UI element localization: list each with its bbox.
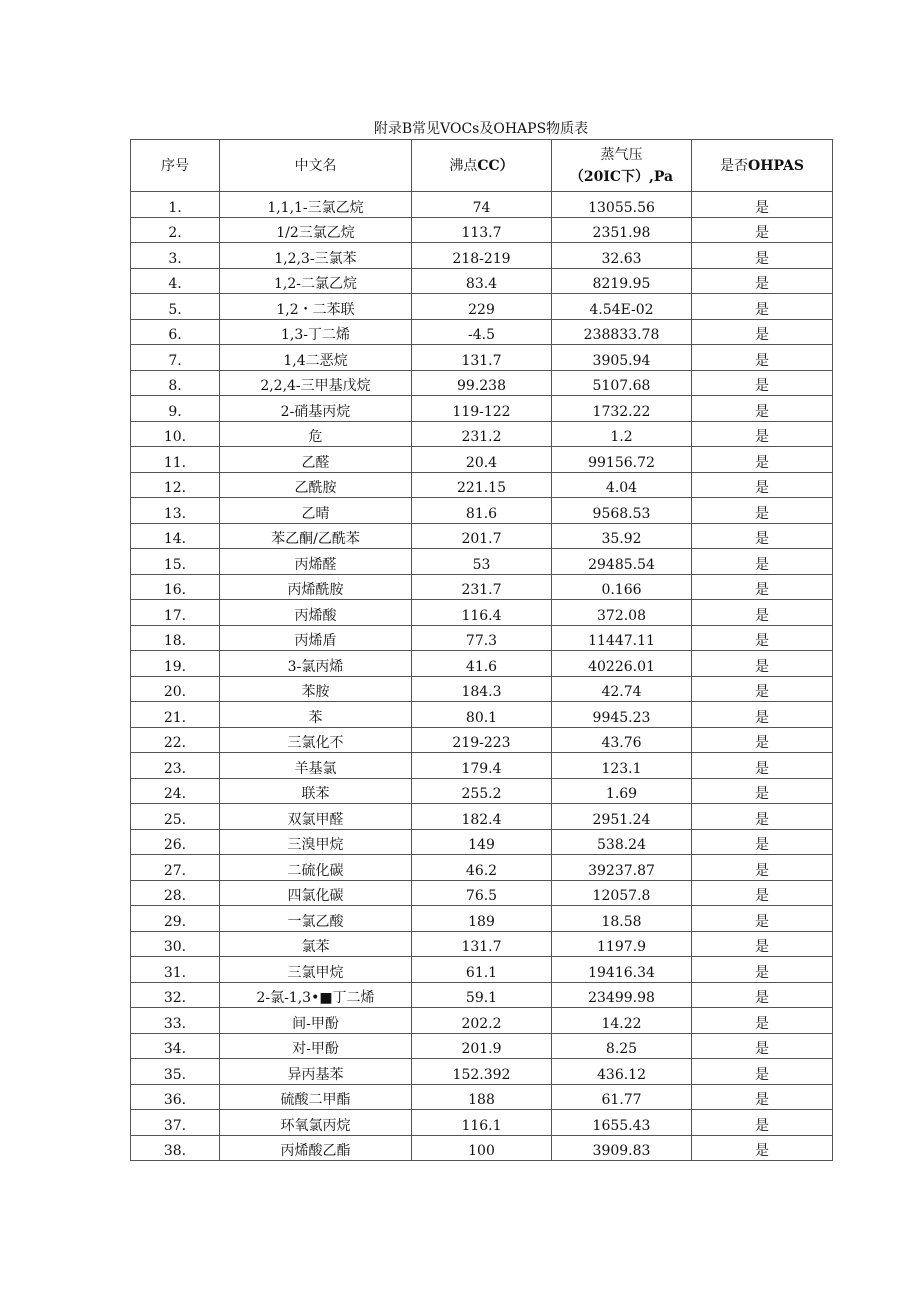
cell-boiling-point: 119-122 <box>412 396 552 422</box>
cell-name: 异丙基苯 <box>220 1059 412 1085</box>
cell-name: 乙醛 <box>220 447 412 473</box>
cell-vapor-pressure: 43.76 <box>552 727 692 753</box>
table-row <box>131 727 833 753</box>
cell-ohaps: 是 <box>692 957 833 983</box>
cell-ohaps: 是 <box>692 1110 833 1136</box>
table-row <box>131 319 833 345</box>
table-row <box>131 472 833 498</box>
table-row <box>131 753 833 779</box>
cell-index: 1. <box>131 192 220 218</box>
cell-name: 三氯化不 <box>220 727 412 753</box>
cell-ohaps: 是 <box>692 778 833 804</box>
cell-ohaps: 是 <box>692 600 833 626</box>
cell-index: 29. <box>131 906 220 932</box>
cell-boiling-point: 53 <box>412 549 552 575</box>
cell-ohaps: 是 <box>692 880 833 906</box>
cell-vapor-pressure: 19416.34 <box>552 957 692 983</box>
cell-index: 25. <box>131 804 220 830</box>
cell-boiling-point: 41.6 <box>412 651 552 677</box>
cell-ohaps: 是 <box>692 243 833 269</box>
cell-name: 乙晴 <box>220 498 412 524</box>
header-ohaps-bold: OHPAS <box>748 157 804 174</box>
cell-index: 34. <box>131 1033 220 1059</box>
cell-ohaps: 是 <box>692 472 833 498</box>
table-row <box>131 294 833 320</box>
cell-name: 1,2・二苯联 <box>220 294 412 320</box>
cell-boiling-point: 255.2 <box>412 778 552 804</box>
cell-name: 2-硝基丙烷 <box>220 396 412 422</box>
cell-name: 1,3-丁二烯 <box>220 319 412 345</box>
header-boiling-point-text: 沸点 <box>449 157 478 174</box>
cell-ohaps: 是 <box>692 268 833 294</box>
vocs-table <box>130 139 833 1161</box>
cell-boiling-point: 131.7 <box>412 931 552 957</box>
table-row <box>131 268 833 294</box>
cell-name: 环氧氯丙烷 <box>220 1110 412 1136</box>
table-row <box>131 778 833 804</box>
table-row <box>131 651 833 677</box>
cell-name: 1,4二恶烷 <box>220 345 412 371</box>
cell-ohaps: 是 <box>692 906 833 932</box>
table-row <box>131 600 833 626</box>
cell-index: 4. <box>131 268 220 294</box>
table-row <box>131 702 833 728</box>
cell-name: 双氯甲醛 <box>220 804 412 830</box>
cell-boiling-point: 189 <box>412 906 552 932</box>
cell-ohaps: 是 <box>692 1008 833 1034</box>
cell-index: 27. <box>131 855 220 881</box>
table-row <box>131 217 833 243</box>
table-row <box>131 855 833 881</box>
header-vapor-pressure-line2: （20IC下）,Pa <box>569 168 674 185</box>
cell-ohaps: 是 <box>692 651 833 677</box>
cell-ohaps: 是 <box>692 370 833 396</box>
cell-vapor-pressure: 372.08 <box>552 600 692 626</box>
cell-index: 37. <box>131 1110 220 1136</box>
cell-boiling-point: 231.7 <box>412 574 552 600</box>
cell-index: 11. <box>131 447 220 473</box>
cell-boiling-point: 74 <box>412 192 552 218</box>
cell-ohaps: 是 <box>692 192 833 218</box>
cell-ohaps: 是 <box>692 1033 833 1059</box>
cell-boiling-point: 61.1 <box>412 957 552 983</box>
cell-ohaps: 是 <box>692 829 833 855</box>
cell-boiling-point: 113.7 <box>412 217 552 243</box>
cell-boiling-point: 116.1 <box>412 1110 552 1136</box>
cell-vapor-pressure: 1732.22 <box>552 396 692 422</box>
cell-index: 35. <box>131 1059 220 1085</box>
table-row <box>131 243 833 269</box>
cell-ohaps: 是 <box>692 1135 833 1161</box>
cell-boiling-point: 76.5 <box>412 880 552 906</box>
cell-index: 21. <box>131 702 220 728</box>
cell-name: 一氯乙酸 <box>220 906 412 932</box>
cell-boiling-point: 179.4 <box>412 753 552 779</box>
cell-index: 36. <box>131 1084 220 1110</box>
cell-vapor-pressure: 0.166 <box>552 574 692 600</box>
cell-boiling-point: 188 <box>412 1084 552 1110</box>
cell-index: 16. <box>131 574 220 600</box>
table-row <box>131 1110 833 1136</box>
table-row <box>131 1135 833 1161</box>
cell-index: 13. <box>131 498 220 524</box>
header-ohaps <box>692 140 833 192</box>
cell-index: 38. <box>131 1135 220 1161</box>
cell-name: 乙酰胺 <box>220 472 412 498</box>
cell-ohaps: 是 <box>692 982 833 1008</box>
cell-ohaps: 是 <box>692 498 833 524</box>
cell-boiling-point: 46.2 <box>412 855 552 881</box>
cell-boiling-point: 149 <box>412 829 552 855</box>
table-row <box>131 370 833 396</box>
cell-boiling-point: 116.4 <box>412 600 552 626</box>
table-row <box>131 1033 833 1059</box>
cell-vapor-pressure: 123.1 <box>552 753 692 779</box>
cell-index: 20. <box>131 676 220 702</box>
table-row <box>131 345 833 371</box>
cell-vapor-pressure: 32.63 <box>552 243 692 269</box>
cell-name: 2,2,4-三甲基戊烷 <box>220 370 412 396</box>
table-row <box>131 574 833 600</box>
table-row <box>131 931 833 957</box>
cell-index: 6. <box>131 319 220 345</box>
table-row <box>131 421 833 447</box>
cell-vapor-pressure: 12057.8 <box>552 880 692 906</box>
cell-ohaps: 是 <box>692 727 833 753</box>
cell-index: 24. <box>131 778 220 804</box>
table-row <box>131 549 833 575</box>
cell-boiling-point: 131.7 <box>412 345 552 371</box>
cell-name: 1,2-二氯乙烷 <box>220 268 412 294</box>
cell-ohaps: 是 <box>692 625 833 651</box>
cell-boiling-point: 202.2 <box>412 1008 552 1034</box>
cell-vapor-pressure: 29485.54 <box>552 549 692 575</box>
table-row <box>131 982 833 1008</box>
table-row <box>131 804 833 830</box>
cell-vapor-pressure: 42.74 <box>552 676 692 702</box>
cell-boiling-point: 20.4 <box>412 447 552 473</box>
cell-index: 32. <box>131 982 220 1008</box>
cell-vapor-pressure: 1.2 <box>552 421 692 447</box>
cell-vapor-pressure: 3905.94 <box>552 345 692 371</box>
cell-index: 30. <box>131 931 220 957</box>
cell-name: 四氯化碳 <box>220 880 412 906</box>
cell-boiling-point: 221.15 <box>412 472 552 498</box>
cell-vapor-pressure: 9945.23 <box>552 702 692 728</box>
cell-ohaps: 是 <box>692 345 833 371</box>
cell-boiling-point: 83.4 <box>412 268 552 294</box>
header-name: 中文名 <box>220 140 412 192</box>
cell-vapor-pressure: 1655.43 <box>552 1110 692 1136</box>
cell-boiling-point: 229 <box>412 294 552 320</box>
cell-ohaps: 是 <box>692 1059 833 1085</box>
cell-vapor-pressure: 8.25 <box>552 1033 692 1059</box>
cell-ohaps: 是 <box>692 702 833 728</box>
table-caption: 附录B常见VOCs及OHAPS物质表 <box>373 121 589 137</box>
cell-ohaps: 是 <box>692 549 833 575</box>
cell-boiling-point: 152.392 <box>412 1059 552 1085</box>
cell-index: 22. <box>131 727 220 753</box>
cell-index: 18. <box>131 625 220 651</box>
cell-name: 丙烯盾 <box>220 625 412 651</box>
header-ohaps-text: 是否 <box>720 157 749 174</box>
cell-boiling-point: 81.6 <box>412 498 552 524</box>
table-row <box>131 1008 833 1034</box>
cell-ohaps: 是 <box>692 676 833 702</box>
cell-name: 1/2三氯乙烷 <box>220 217 412 243</box>
cell-ohaps: 是 <box>692 447 833 473</box>
cell-index: 26. <box>131 829 220 855</box>
cell-vapor-pressure: 238833.78 <box>552 319 692 345</box>
cell-boiling-point: 80.1 <box>412 702 552 728</box>
cell-vapor-pressure: 4.04 <box>552 472 692 498</box>
cell-index: 2. <box>131 217 220 243</box>
cell-ohaps: 是 <box>692 294 833 320</box>
cell-name: 硫酸二甲酯 <box>220 1084 412 1110</box>
cell-vapor-pressure: 18.58 <box>552 906 692 932</box>
cell-vapor-pressure: 40226.01 <box>552 651 692 677</box>
table-row <box>131 906 833 932</box>
cell-ohaps: 是 <box>692 1084 833 1110</box>
cell-vapor-pressure: 2951.24 <box>552 804 692 830</box>
cell-name: 三溴甲烷 <box>220 829 412 855</box>
cell-name: 1,2,3-三氯苯 <box>220 243 412 269</box>
cell-ohaps: 是 <box>692 217 833 243</box>
cell-vapor-pressure: 61.77 <box>552 1084 692 1110</box>
cell-boiling-point: 218-219 <box>412 243 552 269</box>
cell-name: 氯苯 <box>220 931 412 957</box>
table-row <box>131 396 833 422</box>
cell-name: 2-氯-1,3•■丁二烯 <box>220 982 412 1008</box>
cell-index: 7. <box>131 345 220 371</box>
cell-index: 3. <box>131 243 220 269</box>
cell-name: 丙烯酰胺 <box>220 574 412 600</box>
cell-vapor-pressure: 436.12 <box>552 1059 692 1085</box>
cell-name: 丙烯酸 <box>220 600 412 626</box>
cell-name: 苯胺 <box>220 676 412 702</box>
cell-name: 3-氯丙烯 <box>220 651 412 677</box>
header-vapor-pressure-line1: 蒸气压 <box>600 146 643 163</box>
cell-name: 间-甲酚 <box>220 1008 412 1034</box>
cell-vapor-pressure: 14.22 <box>552 1008 692 1034</box>
cell-index: 9. <box>131 396 220 422</box>
cell-boiling-point: 100 <box>412 1135 552 1161</box>
cell-name: 危 <box>220 421 412 447</box>
cell-ohaps: 是 <box>692 931 833 957</box>
header-boiling-point <box>412 140 552 192</box>
cell-ohaps: 是 <box>692 855 833 881</box>
cell-vapor-pressure: 23499.98 <box>552 982 692 1008</box>
cell-index: 17. <box>131 600 220 626</box>
cell-name: 三氯甲烷 <box>220 957 412 983</box>
cell-vapor-pressure: 39237.87 <box>552 855 692 881</box>
cell-index: 33. <box>131 1008 220 1034</box>
table-row <box>131 880 833 906</box>
cell-index: 31. <box>131 957 220 983</box>
cell-boiling-point: 99.238 <box>412 370 552 396</box>
cell-boiling-point: 59.1 <box>412 982 552 1008</box>
cell-index: 28. <box>131 880 220 906</box>
cell-boiling-point: 184.3 <box>412 676 552 702</box>
cell-index: 19. <box>131 651 220 677</box>
cell-vapor-pressure: 9568.53 <box>552 498 692 524</box>
cell-vapor-pressure: 538.24 <box>552 829 692 855</box>
table-row <box>131 957 833 983</box>
table-row <box>131 498 833 524</box>
cell-vapor-pressure: 13055.56 <box>552 192 692 218</box>
cell-name: 苯乙酮/乙酰苯 <box>220 523 412 549</box>
table-row <box>131 829 833 855</box>
table-row <box>131 1084 833 1110</box>
cell-ohaps: 是 <box>692 804 833 830</box>
cell-name: 对-甲酚 <box>220 1033 412 1059</box>
cell-vapor-pressure: 2351.98 <box>552 217 692 243</box>
cell-name: 联苯 <box>220 778 412 804</box>
table-row <box>131 676 833 702</box>
cell-ohaps: 是 <box>692 421 833 447</box>
cell-name: 丙烯酸乙酯 <box>220 1135 412 1161</box>
cell-vapor-pressure: 35.92 <box>552 523 692 549</box>
header-index: 序号 <box>131 140 220 192</box>
table-body <box>131 192 833 1161</box>
cell-boiling-point: -4.5 <box>412 319 552 345</box>
cell-name: 丙烯醛 <box>220 549 412 575</box>
cell-name: 羊基氯 <box>220 753 412 779</box>
cell-index: 12. <box>131 472 220 498</box>
cell-ohaps: 是 <box>692 574 833 600</box>
cell-boiling-point: 201.9 <box>412 1033 552 1059</box>
header-boiling-point-unit: CC） <box>477 157 514 174</box>
cell-vapor-pressure: 1197.9 <box>552 931 692 957</box>
header-row <box>131 140 833 192</box>
cell-vapor-pressure: 11447.11 <box>552 625 692 651</box>
cell-index: 15. <box>131 549 220 575</box>
cell-index: 5. <box>131 294 220 320</box>
cell-boiling-point: 201.7 <box>412 523 552 549</box>
cell-name: 苯 <box>220 702 412 728</box>
cell-boiling-point: 77.3 <box>412 625 552 651</box>
cell-vapor-pressure: 5107.68 <box>552 370 692 396</box>
cell-index: 14. <box>131 523 220 549</box>
cell-vapor-pressure: 3909.83 <box>552 1135 692 1161</box>
cell-ohaps: 是 <box>692 319 833 345</box>
cell-index: 8. <box>131 370 220 396</box>
cell-ohaps: 是 <box>692 396 833 422</box>
cell-index: 23. <box>131 753 220 779</box>
cell-ohaps: 是 <box>692 753 833 779</box>
cell-index: 10. <box>131 421 220 447</box>
table-row <box>131 192 833 218</box>
cell-ohaps: 是 <box>692 523 833 549</box>
cell-name: 1,1,1-三氯乙烷 <box>220 192 412 218</box>
cell-boiling-point: 219-223 <box>412 727 552 753</box>
table-row <box>131 1059 833 1085</box>
cell-name: 二硫化碳 <box>220 855 412 881</box>
cell-boiling-point: 231.2 <box>412 421 552 447</box>
header-vapor-pressure <box>552 140 692 192</box>
table-row <box>131 447 833 473</box>
cell-vapor-pressure: 4.54E-02 <box>552 294 692 320</box>
cell-boiling-point: 182.4 <box>412 804 552 830</box>
table-row <box>131 625 833 651</box>
cell-vapor-pressure: 8219.95 <box>552 268 692 294</box>
table-row <box>131 523 833 549</box>
cell-vapor-pressure: 99156.72 <box>552 447 692 473</box>
cell-vapor-pressure: 1.69 <box>552 778 692 804</box>
